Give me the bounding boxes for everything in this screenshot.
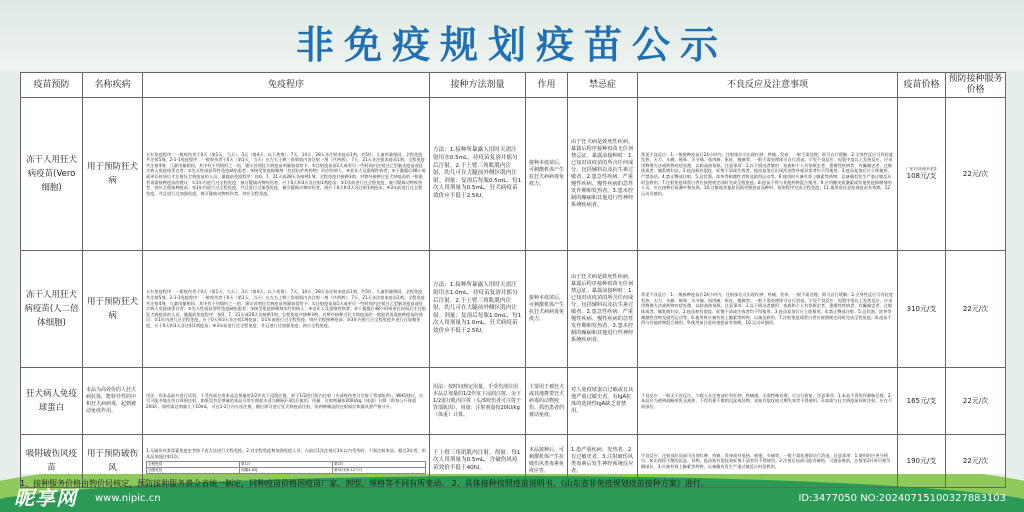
price-value: 108元/支	[906, 172, 937, 180]
vaccine-name: 冻干人用狂犬病疫苗(Vero细胞)	[21, 98, 83, 251]
method-cell: 于上臂三角肌肌内注射。剂量：每1次人用剂量为0.5mL，含破伤风疫苗效价不低于40IU。	[430, 435, 526, 488]
watermark-id: ID:3477050 NO:20240715100327883103	[798, 493, 1006, 504]
price-cell: 310元/支	[898, 251, 946, 368]
watermark-site: www.nipic.cn	[95, 493, 161, 504]
contra-cell: 1.患严重疾病、发热者。2.有过敏史者。3.注射破伤风类毒素后发生神经系统反应者。	[568, 435, 638, 488]
header-cell: 不良反应及注意事项	[638, 73, 898, 98]
header-cell: 禁忌症	[568, 73, 638, 98]
table-row	[21, 98, 1006, 251]
disease-cell: 用于预防破伤风	[83, 435, 143, 488]
header-cell: 免疫程序	[143, 73, 430, 98]
schedule-text: 1.无破伤风类毒素免疫史者按下表方法进行全程免疫。2.对全程免疫和加强免疫人员，自最后1次注射后3年以内受伤时，不需注射本品；超过3年者，用本品加强注射1次。	[146, 447, 426, 459]
vaccine-name: 狂犬病人免疫球蛋白	[21, 368, 83, 435]
header-cell: 接种方法剂量	[430, 73, 526, 98]
disease-cell: 用于预防狂犬病	[83, 98, 143, 251]
role-cell: 接种本疫苗后，可刺激机体产生抗狂犬病病毒免疫力。	[526, 251, 568, 368]
service-price-cell: 22元/次	[946, 98, 1006, 251]
price-cell: 190元/支	[898, 435, 946, 488]
header-cell: 名称疾病	[83, 73, 143, 98]
adverse-cell: 不良反应：注射部位局部可出现红肿、疼痛、发痒或有低热、疲倦、头痛等，一般不需处理即自行消退。注意事项：1.使用时应充分摇匀，如出现摇不散的沉淀、异物、疫苗瓶有裂纹或标签不清者均不得使用。2.注射后局部可能有硬结，可逐步吸收，注射第2针时应换另侧部位。3.应备有肾上腺素等药物，以备偶有发生严重过敏反应时急救用。	[638, 435, 898, 488]
method-cell: 方法：1.接种所暴露人用时天需注射用水1.0mL，待疫苗复溶并摇匀后注射。2.于上臂三角肌肌内注射，幼儿可在大腿前外侧区肌内注射。剂量：复溶后每瓶1.0mL，每1次人用剂量为1.0mL，狂犬病疫苗效价应不低于2.5IU。	[430, 251, 526, 368]
disease-cell: 本品为高效价的人狂犬病抗体，能特异性的中和狂犬病病毒，起到被动免疫作用。	[83, 368, 143, 435]
footer-note: 1、接种服务价格由物价局核定，预防接种服务费全省统一制定，同种疫苗价格因疫苗厂家、剂型、规格等不同有所变动。 2、具体接种按照疫苗说明书、《山东省非免疫规划疫苗接种方案》进行。	[20, 479, 709, 488]
header-cell: 疫苗预防	[21, 73, 83, 98]
role-cell: 本品接种后，可刺激机体产生抗破伤风类毒素免疫应答。	[526, 435, 568, 488]
vaccine-table-wrap	[20, 72, 1005, 474]
price-cell	[898, 98, 946, 251]
role-cell: 接种本疫苗后，可刺激机体产生抗狂犬病病毒免疫力。	[526, 98, 568, 251]
watermark-logo: 昵享网	[14, 486, 77, 510]
mini-cell: 第1针	[240, 462, 333, 468]
table-header-row	[21, 73, 1006, 98]
contra-cell: 由于狂犬病是致死性疾病，暴露后程序接种疫苗无任何禁忌证。暴露前接种时：1.已知对该疫苗的所含任何成分，包括辅料以及抗生素过敏者。2.患急性疾病、严重慢性疾病、慢性疾病的急性发作期和发热者。3.患未控制的癫痫和其他进行性神经系统疾病者。	[568, 251, 638, 368]
schedule-mini-table	[146, 461, 426, 474]
disease-cell: 用于预防狂犬病	[83, 251, 143, 368]
vaccine-name: 冻干人用狂犬病疫苗(人二倍体细胞)	[21, 251, 83, 368]
mini-cell: 全程免疫	[147, 462, 240, 468]
schedule-cell: 五针免疫程序：一般咬伤者于0天（第1天，当天）、3天（第4天，以下类推）、7天、14天、28天各注射本疫苗1剂，共5针。儿童用量相同。全程免疫共注射5剂。2-1-1免疫程序：一般咬伤者于0天（第1天，当天）在左右上臂三角肌肌内各注射一剂（共两剂），7天、21天各注射本疫苗1剂，全程免疫共注射4剂，儿童用量相同。其中有下列情形之一的，建议首剂狂犬病疫苗剂量加倍给予：①注射疫苗前1天或更早一些时间内注射过乙型脑炎疫苗或狂犬病人免疫球蛋白者；②先天性或获得性免疫缺陷患者；③接受免疫抑制剂（包括抗疟疾药物）治疗的病人；④老年人及患慢性病者；⑤于暴露后48小时或更长时间后才注射狂犬病疫苗的人员。暴露前免疫程序：按0、7、21天或28天各接种1剂，全程免疫共接种3剂。对曾经接种过狂犬病疫苗的一般患者再需接种疫苗的建议：①1年内进行过全程免疫，被可疑疯动物咬伤者，应于0天和3天各注射1剂疫苗；②1年前进行过全程免疫，被可疑疯动物咬伤者，则应全程接种疫苗；③3年内进行过全程免疫，并且进行过加强免疫，被可疑疯动物咬伤者，则应于0天和3天各注射1剂疫苗；④3年前进行过全程免疫，并且进行过加强免疫，被可疑疯动物咬伤者，则应全程免疫。	[143, 98, 430, 251]
mini-cell: 第3针后6-12个月	[333, 468, 426, 474]
contra-cell: 对人免疫球蛋白过敏或有其他严重过敏史者。有IgA抗体的选择性IgA缺乏者禁用。	[568, 368, 638, 435]
vaccine-table	[20, 72, 1006, 488]
service-price-cell: 22元/次	[946, 251, 1006, 368]
service-price-cell: 22元/次	[946, 435, 1006, 488]
method-cell: 方法：1.接种所暴露人用时天需注射用水0.5mL，待疫苗复溶并摇匀后注射。2.于上臂三角肌肌内注射，幼儿可在大腿前外侧区肌内注射。剂量：复溶后每瓶0.5mL，每1次人用剂量为0.5mL，狂犬病疫苗效价应不低于2.5IU。	[430, 98, 526, 251]
service-price-cell: 22元/次	[946, 368, 1006, 435]
mini-cell: 间隔4-8周	[240, 468, 333, 474]
vaccine-name: 吸附破伤风疫苗	[21, 435, 83, 488]
page-title: 非免疫规划疫苗公示	[295, 23, 728, 67]
contra-cell: 由于狂犬病是致死性疾病，暴露后程序接种疫苗无任何禁忌证。暴露前接种时：1.已知对该疫苗的所含任何成分，包括辅料以及抗生素过敏者。2.患急性疾病、严重慢性疾病、慢性疾病的急性发作期和发热者。3.患未控制的癫痫和其他进行性神经系统疾病者。	[568, 98, 638, 251]
price-note: 厂家不同价格有差异	[906, 167, 937, 171]
adverse-cell: 常见不良反应：1.一般接种疫苗后24小时内，注射部位可出现红肿、疼痛、发痒，一般不需处理，即可自行缓解。2.全身性反应可有轻度发热、无力、头痛、眩晕、关节痛、肌肉痛、呕吐、腹痛等，一般不需处理即可自行消退。罕见不良反应：短暂中度以上发热反应，应采用物理方法或药物对症处理，以防高热惊厥。注意事项：1.以下情况者慎用：家族和个人有惊厥史者、患慢性疾病者、有癫痫史者、过敏体质者、哺乳期妇女。2.疫苗瓶有裂纹、标签不清或失效者，疫苗复溶后出现浑浊等外观异常者均不得使用。3.疫苗复溶后应立即使用，严禁冻结。4.禁止臀部注射。5.忌饮酒、浓茶等刺激性食物及剧烈运动等。6.使用时应备有肾上腺素等药物，以备偶有发生严重过敏反应时急救用。7.注射免疫球蛋白者应按照规定同时完成全程免疫。8.疫苗不得与其他药物混合使用。9.应用糖皮质激素或其他免疫抑制剂的人员，应在接种后检测中和抗体。10.过敏或其他原因需更换疫苗品种时，按原程序完成全程免疫。11.使用前注意检查疫苗有效期。12.运动员慎用。	[638, 98, 898, 251]
price-cell: 165元/支	[898, 368, 946, 435]
schedule-cell: 用法：用本品前应进行试验。于受伤部位用本品总剂量的1/2作皮下浸润注射，余下1/2进行肌内注射（头部咬伤者可注射于背部肌肉）。WHO建议，应尽可能多地在伤口周围注射，如果没有足够量的本品可用生理盐水适当稀释2-3倍后使用。用量：注射剂量按20IU/kg（体重）计算（即每公斤体重20IU）。如所需总剂量大于10mL，可在1-2日内分次注射，随后即可进行狂犬病疫苗注射，但两种制品的注射部位和器具要严格分开。	[143, 368, 430, 435]
header-cell: 疫苗价格	[898, 73, 946, 98]
mini-row	[147, 468, 426, 474]
method-cell: 用法：按时间规定用量，手受伤部位用本品总剂量的1/2作皮下浸润注射，余下1/2进行肌内注射（头部咬伤者可注射于背部肌肉），用量：注射剂量按20IU/kg（体重）计算。	[430, 368, 526, 435]
adverse-cell: 不良反应：一般无不良反应，少数人在注射部位有红肿、疼痛感，无需特殊处理，可自行恢复。注意事项：1.本品不得用作静脉注射。2.本品应为透明或略带乳光液体，不得有摇不散的沉淀或异物，安瓿有裂纹或过期失效者不得使用。3.如需与狂犬病疫苗同时注射，应在不同部位。	[638, 368, 898, 435]
role-cell: 主要用于被狂犬或其他携带狂犬病毒的动物咬伤、抓伤患者的被动免疫。	[526, 368, 568, 435]
mini-cell: 加强免疫	[147, 468, 240, 474]
adverse-cell: 常见不良反应：1.一般接种疫苗后24小时内，注射部位可出现红肿、疼痛、发痒，一般不需处理，即可自行缓解。2.全身性反应可有轻度发热、无力、头痛、眩晕、关节痛、肌肉痛、呕吐、腹痛等，一般不需处理即可自行消退。罕见不良反应：短暂中度以上发热反应，应采用物理方法或药物对症处理，以防高热惊厥。注意事项：1.以下情况者慎用：家族和个人有惊厥史者、患慢性疾病者、有癫痫史者、过敏体质者、哺乳期妇女。2.疫苗瓶有裂纹、标签不清或失效者均不得使用。3.疫苗复溶后应立即使用。4.禁止臀部注射。5.忌饮酒、浓茶等刺激性食物及剧烈运动等。6.使用时应备有肾上腺素等药物，以备急救用。7.注射免疫球蛋白者应按照规定同时完成全程免疫。8.疫苗不得与其他药物混合使用。9.使用前注意检查疫苗有效期。10.运动员慎用。	[638, 251, 898, 368]
mini-cell: 第2针	[333, 462, 426, 468]
header-cell: 预防接种服务价格	[946, 73, 1006, 98]
table-row	[21, 368, 1006, 435]
table-row	[21, 251, 1006, 368]
header-cell: 作用	[526, 73, 568, 98]
schedule-cell: 五针免疫程序：一般咬伤者于0天（第1天，当天）、3天（第4天，以下类推）、7天、14天、28天各注射本疫苗1剂，共5针。儿童用量相同。全程免疫共注射5剂。2-1-1免疫程序：一般咬伤者于0天（第1天，当天）在左右上臂三角肌肌内各注射一剂（共两剂），7天、21天各注射本疫苗1剂，全程免疫共注射4剂，儿童用量相同。其中有下列情形之一的，建议首剂狂犬病疫苗剂量加倍给予：①注射疫苗前1天或更早一些时间内注射过乙型脑炎疫苗或狂犬病人免疫球蛋白者；②先天性或获得性免疫缺陷患者；③接受免疫抑制剂治疗的病人；④老年人及患慢性病者；⑤于暴露后48小时或更长时间后才注射狂犬病疫苗的人员。暴露前免疫程序：按0、7、21天或28天各接种1剂，全程免疫共接种3剂。对曾经接种过狂犬病疫苗的一般患者再需接种疫苗的建议：①1年内进行过全程免疫，应于0天和3天各注射1剂疫苗；②1年前进行过全程免疫，则应全程接种疫苗；③3年内进行过全程免疫并进行过加强免疫，应于0天和3天各注射1剂疫苗；④3年前进行过全程免疫，并且进行过加强免疫，则应全程免疫。	[143, 251, 430, 368]
